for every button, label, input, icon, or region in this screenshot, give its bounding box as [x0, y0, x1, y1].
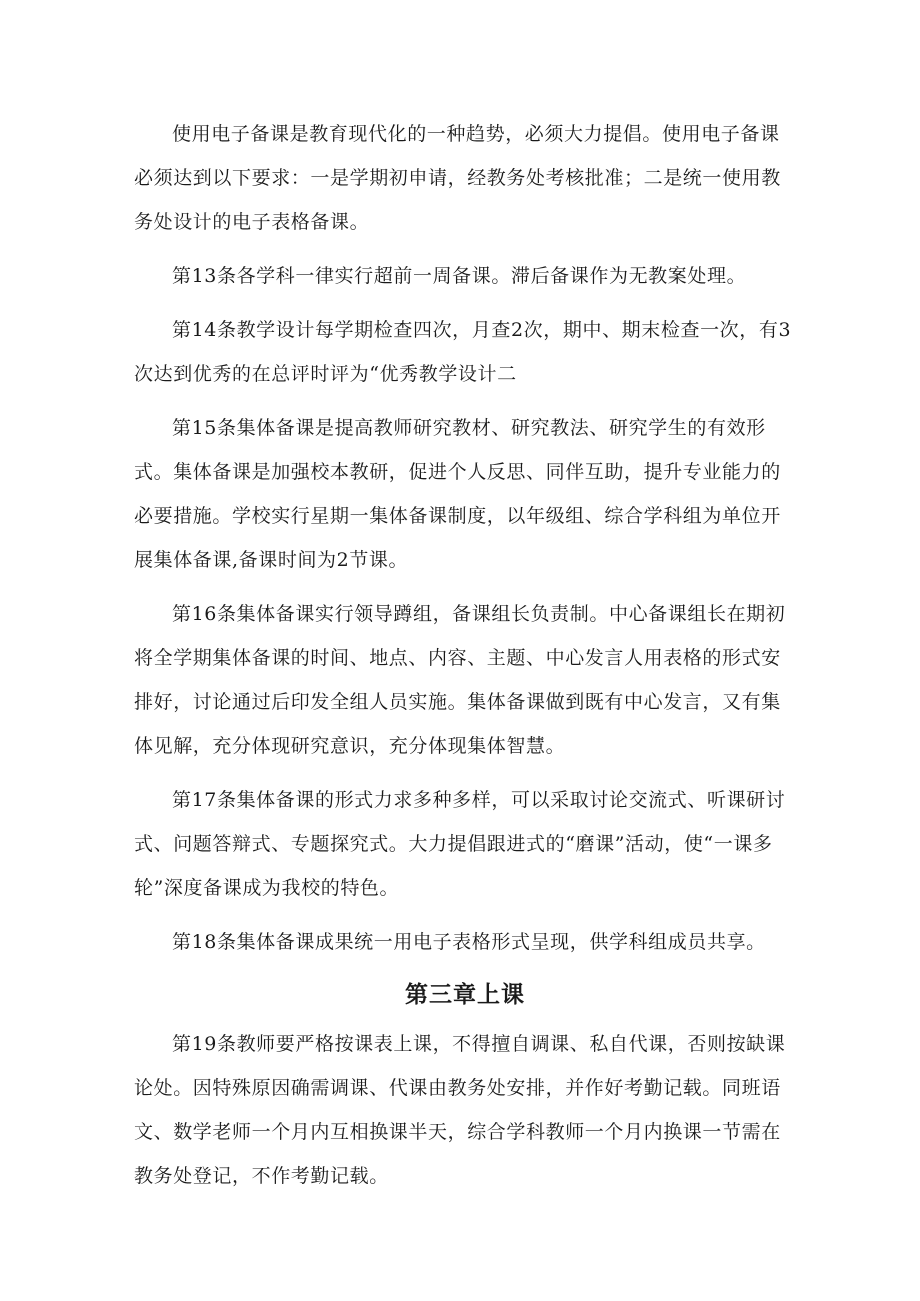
paragraph-article-17: 第17条集体备课的形式力求多种多样，可以采取讨论交流式、听课研讨式、问题答辩式、专题探究式。大力提倡跟进式的“磨课”活动，使“一课多轮”深度备课成为我校的特色。	[134, 789, 786, 899]
chapter-title: 第三章上课	[405, 982, 525, 1008]
document-body	[134, 112, 796, 1208]
paragraph-article-18: 第18条集体备课成果统一用电子表格形式呈现，供学科组成员共享。	[172, 931, 766, 953]
paragraph-article-13: 第13条各学科一律实行超前一周备课。滞后备课作为无教案处理。	[172, 265, 747, 287]
paragraph-electronic-lesson-prep: 使用电子备课是教育现代化的一种趋势，必须大力提倡。使用电子备课必须达到以下要求：一是学期初申请，经教务处考核批准；二是统一使用教务处设计的电子表格备课。	[134, 123, 781, 233]
paragraph-article-19: 第19条教师要严格按课表上课，不得擅自调课、私自代课，否则按缺课论处。因特殊原因确需调课、代课由教务处安排，并作好考勤记载。同班语文、数学老师一个月内互相换课半天，综合学科教师一个月内换课一节需在教务处登记，不作考勤记载。	[134, 1033, 786, 1187]
paragraph-article-14: 第14条教学设计每学期检查四次，月查2次，期中、期末检查一次，有3次达到优秀的在总评时评为“优秀教学设计二	[134, 319, 792, 385]
paragraph-article-15: 第15条集体备课是提高教师研究教材、研究教法、研究学生的有效形式。集体备课是加强校本教研，促进个人反思、同伴互助，提升专业能力的必要措施。学校实行星期一集体备课制度，以年级组、综合学科组为单位开展集体备课,备课时间为2节课。	[134, 417, 781, 571]
paragraph-article-16: 第16条集体备课实行领导蹲组，备课组长负责制。中心备课组长在期初将全学期集体备课的时间、地点、内容、主题、中心发言人用表格的形式安排好，讨论通过后印发全组人员实施。集体备课做到既有中心发言，又有集体见解，充分体现研究意识，充分体现集体智慧。	[134, 603, 786, 757]
